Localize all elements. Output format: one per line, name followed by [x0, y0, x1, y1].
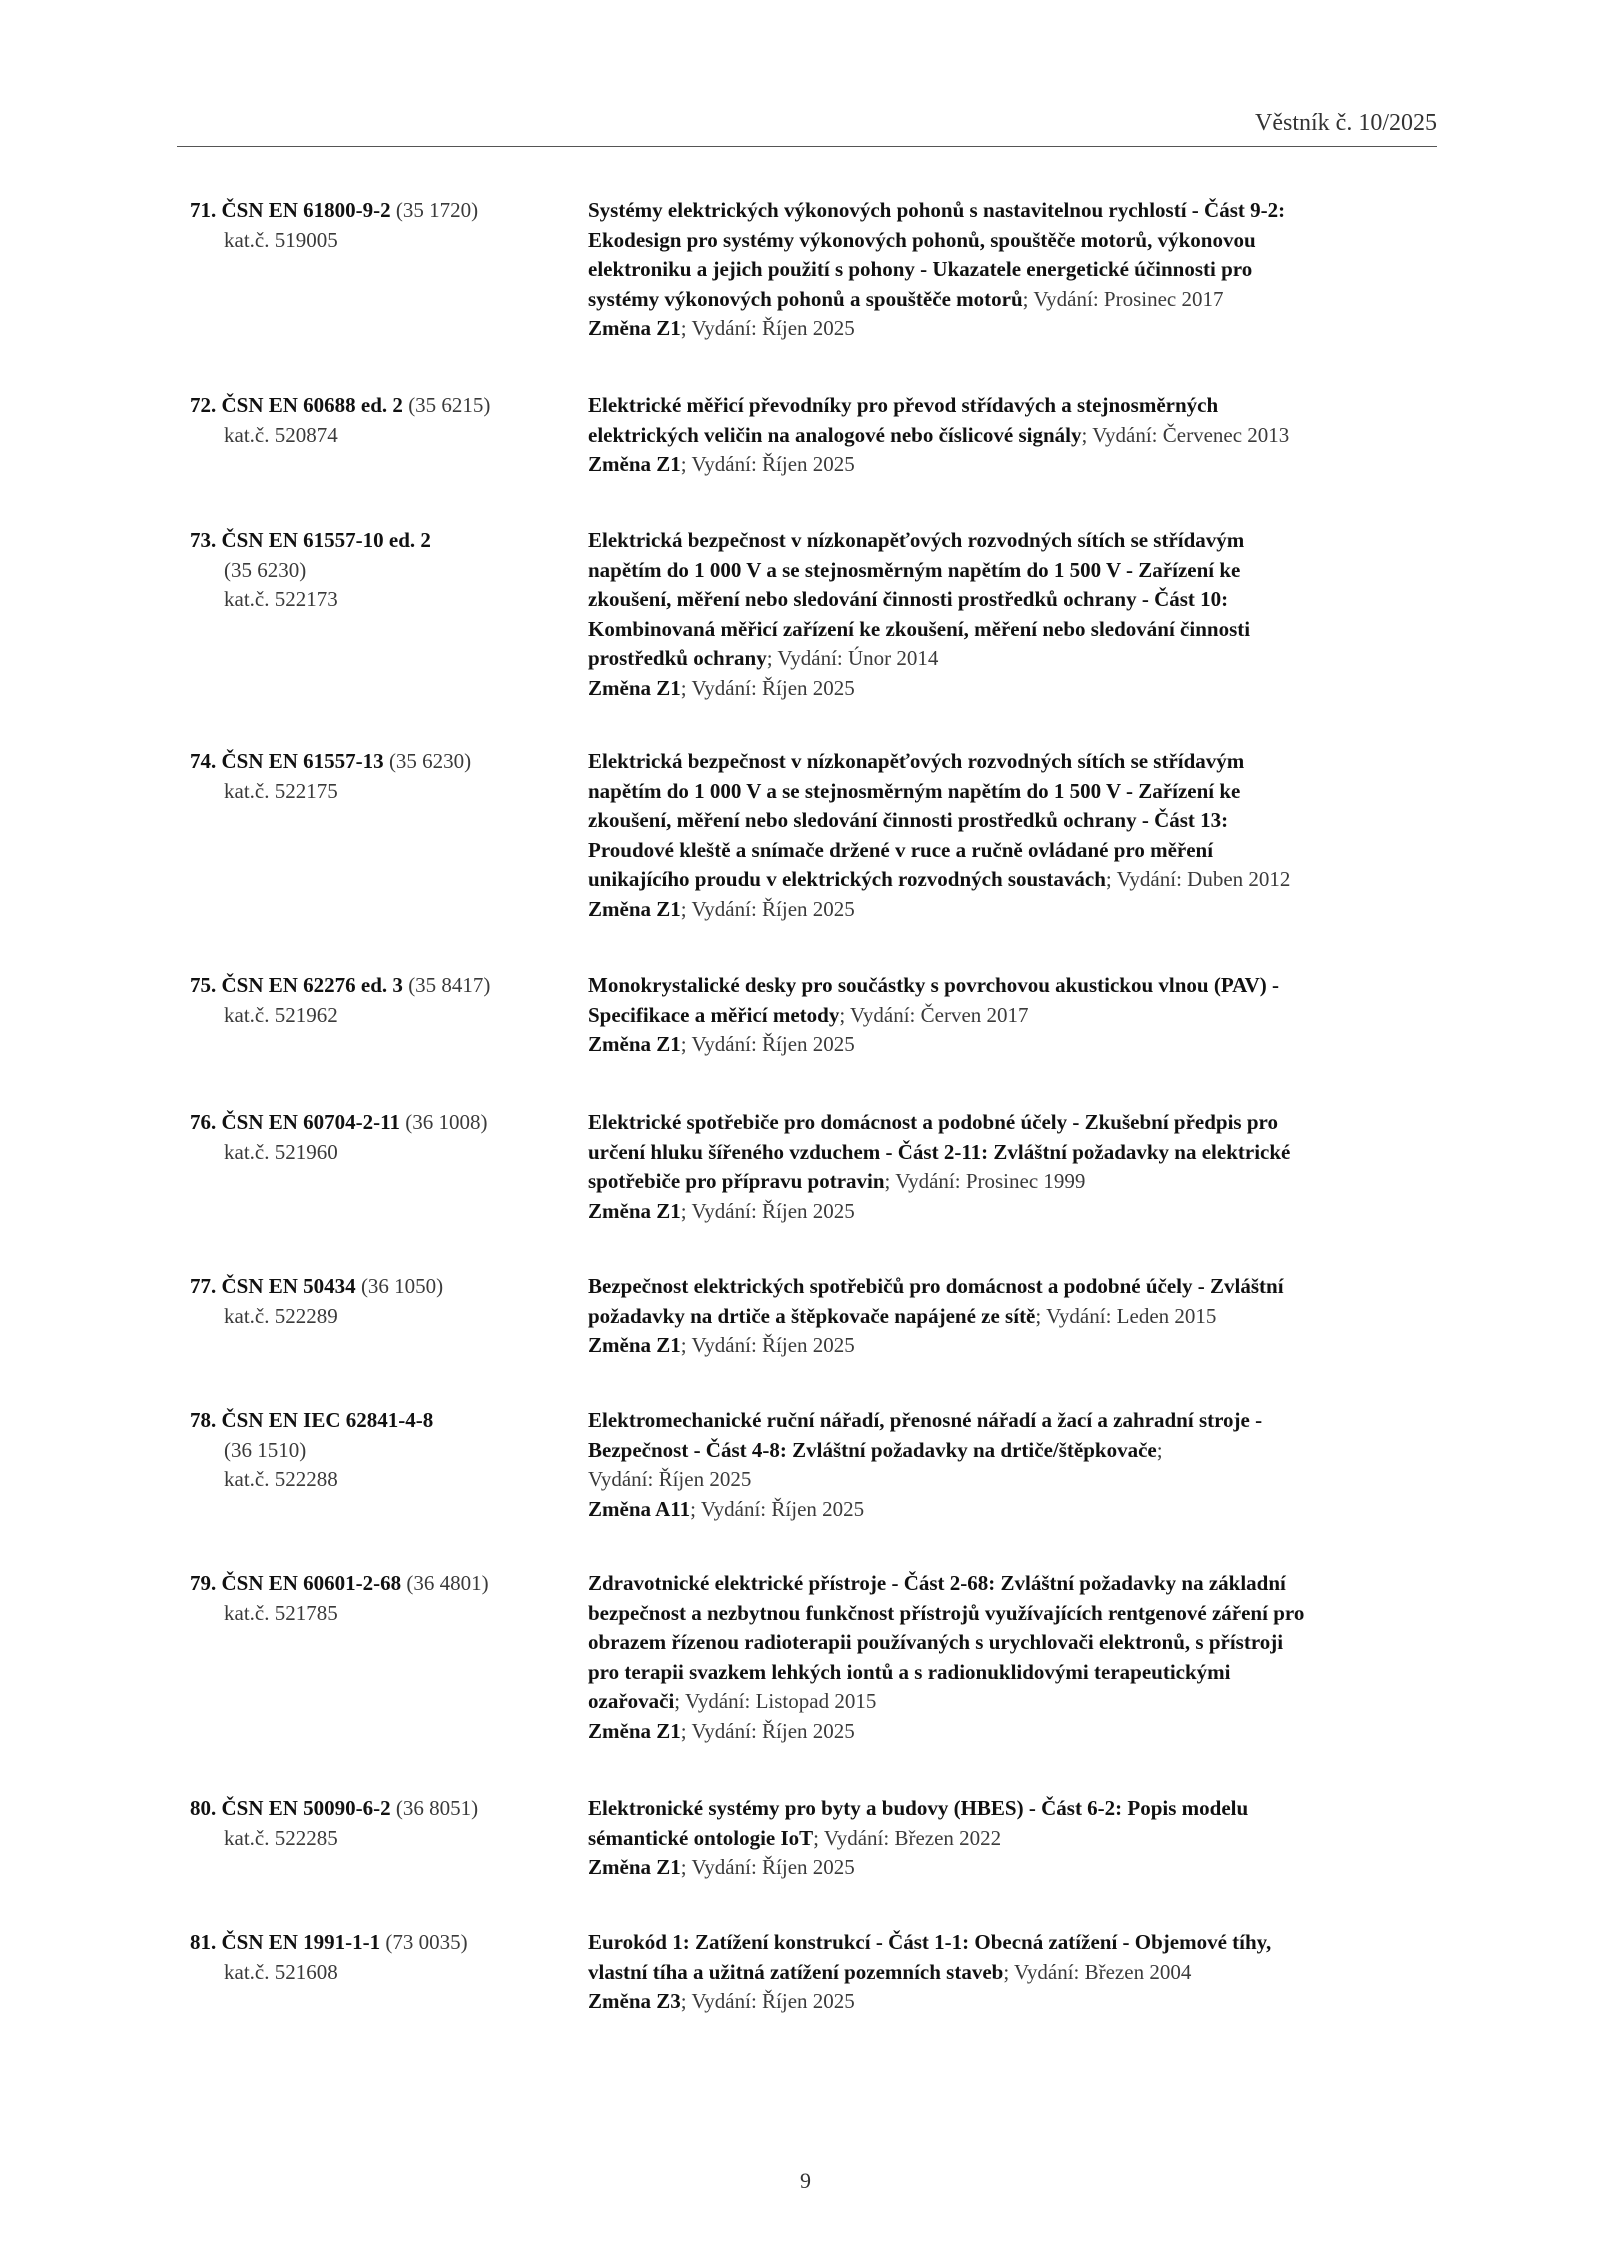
text-line [190, 1138, 580, 1168]
text-line [588, 1197, 1448, 1227]
regular-text: kat.č. 519005 [224, 227, 338, 252]
regular-text: (36 1050) [355, 1274, 444, 1298]
text-line [588, 644, 1448, 674]
standard-identifier [190, 1794, 580, 1853]
standard-identifier [190, 526, 580, 615]
text-line [588, 1331, 1448, 1361]
bold-text: sémantické ontologie IoT [588, 1825, 814, 1850]
text-line [190, 556, 580, 586]
regular-text: (35 1720) [390, 198, 479, 222]
bold-text: 72. ČSN EN 60688 ed. 2 [190, 393, 403, 417]
regular-text: ; Vydání: Červen 2017 [839, 1002, 1029, 1027]
text-line [190, 196, 580, 226]
bold-text: Elektronické systémy pro byty a budovy (HBES) - Část 6-2: Popis modelu [588, 1796, 1249, 1820]
regular-text: ; Vydání: Březen 2004 [1003, 1959, 1192, 1984]
text-line [588, 1108, 1448, 1138]
standard-identifier [190, 971, 580, 1030]
bold-text: Bezpečnost elektrických spotřebičů pro domácnost a podobné účely - Zvláštní [588, 1274, 1284, 1298]
text-line [588, 391, 1448, 421]
text-line [588, 1824, 1448, 1854]
text-line [190, 585, 580, 615]
text-line [190, 1302, 580, 1332]
bold-text: určení hluku šířeného vzduchem - Část 2-11: Zvláštní požadavky na elektrické [588, 1139, 1291, 1164]
text-line [588, 747, 1448, 777]
standard-description [588, 1928, 1448, 2017]
text-line [190, 747, 580, 777]
bold-text: Změna Z1 [588, 452, 681, 477]
bold-text: systémy výkonových pohonů a spouštěče motorů [588, 286, 1023, 311]
regular-text: (36 4801) [401, 1571, 489, 1595]
bold-text: prostředků ochrany [588, 646, 767, 671]
text-line [190, 1599, 580, 1629]
bold-text: 80. ČSN EN 50090-6-2 [190, 1796, 391, 1820]
text-line [588, 1687, 1448, 1717]
text-line [588, 285, 1448, 315]
text-line [588, 1302, 1448, 1332]
regular-text: kat.č. 522285 [224, 1825, 338, 1850]
regular-text: ; Vydání: Listopad 2015 [674, 1689, 877, 1714]
text-line [588, 1138, 1448, 1168]
text-line [588, 585, 1448, 615]
text-line [588, 1436, 1448, 1466]
standard-description [588, 391, 1448, 480]
bold-text: Elektrická bezpečnost v nízkonapěťových rozvodných sítích se střídavým [588, 749, 1245, 773]
standard-description [588, 1272, 1448, 1361]
regular-text: kat.č. 522289 [224, 1303, 338, 1328]
text-line [190, 526, 580, 556]
bold-text: pro terapii svazkem lehkých iontů a s radionuklidovými terapeutickými [588, 1659, 1231, 1684]
bold-text: Eurokód 1: Zatížení konstrukcí - Část 1-1: Obecná zatížení - Objemové tíhy, [588, 1930, 1272, 1954]
bold-text: 79. ČSN EN 60601-2-68 [190, 1571, 402, 1595]
standard-identifier [190, 391, 580, 450]
text-line [588, 1569, 1448, 1599]
bold-text: 81. ČSN EN 1991-1-1 [190, 1930, 381, 1954]
standard-description [588, 1569, 1448, 1747]
text-line [190, 1824, 580, 1854]
regular-text: ; Vydání: Březen 2022 [813, 1825, 1002, 1850]
regular-text: ; Vydání: Říjen 2025 [680, 1855, 855, 1880]
standard-description [588, 1406, 1448, 1524]
regular-text: ; Vydání: Říjen 2025 [680, 1989, 855, 2014]
regular-text: ; Vydání: Říjen 2025 [680, 1333, 855, 1358]
standard-description [588, 196, 1448, 344]
regular-text: (36 1008) [400, 1110, 488, 1134]
regular-text: kat.č. 522173 [224, 587, 338, 612]
text-line [588, 836, 1448, 866]
regular-text: kat.č. 520874 [224, 422, 338, 447]
bold-text: Bezpečnost - Část 4-8: Zvláštní požadavky na drtiče/štěpkovače [588, 1437, 1157, 1462]
bold-text: bezpečnost a nezbytnou funkčnost přístrojů využívajících rentgenové záření pro [588, 1600, 1305, 1625]
regular-text: (35 6230) [224, 557, 307, 582]
bold-text: 78. ČSN EN IEC 62841-4-8 [190, 1408, 434, 1432]
regular-text: kat.č. 521962 [224, 1002, 338, 1027]
standard-identifier [190, 747, 580, 806]
bold-text: Změna Z1 [588, 896, 681, 921]
text-line [588, 1928, 1448, 1958]
text-line [588, 450, 1448, 480]
regular-text: ; Vydání: Prosinec 2017 [1022, 286, 1224, 311]
regular-text: ; Vydání: Říjen 2025 [680, 1718, 855, 1743]
text-line [190, 391, 580, 421]
text-line [190, 421, 580, 451]
bold-text: Změna Z1 [588, 1855, 681, 1880]
standard-identifier [190, 1108, 580, 1167]
text-line [190, 1569, 580, 1599]
bold-text: napětím do 1 000 V a se stejnosměrným napětím do 1 500 V - Zařízení ke [588, 778, 1241, 803]
text-line [588, 1853, 1448, 1883]
text-line [588, 674, 1448, 704]
bold-text: zkoušení, měření nebo sledování činnosti prostředků ochrany - Část 13: [588, 808, 1229, 833]
regular-text: ; Vydání: Říjen 2025 [680, 1198, 855, 1223]
text-line [588, 1495, 1448, 1525]
text-line [190, 1794, 580, 1824]
page-number: 9 [800, 2168, 811, 2193]
bold-text: unikajícího proudu v elektrických rozvodných soustavách [588, 867, 1106, 892]
bold-text: Ekodesign pro systémy výkonových pohonů, spouštěče motorů, výkonovou [588, 227, 1256, 252]
text-line [588, 777, 1448, 807]
bold-text: 75. ČSN EN 62276 ed. 3 [190, 973, 403, 997]
text-line [588, 1717, 1448, 1747]
bulletin-title: Věstník č. 10/2025 [1255, 110, 1437, 136]
text-line [588, 255, 1448, 285]
text-line [588, 1167, 1448, 1197]
text-line [588, 226, 1448, 256]
bold-text: Systémy elektrických výkonových pohonů s nastavitelnou rychlostí - Část 9-2: [588, 198, 1286, 222]
text-line [588, 865, 1448, 895]
bold-text: 71. ČSN EN 61800-9-2 [190, 198, 391, 222]
text-line [588, 895, 1448, 925]
text-line [190, 1406, 580, 1436]
bold-text: 74. ČSN EN 61557-13 [190, 749, 384, 773]
standard-identifier [190, 196, 580, 255]
text-line [588, 1001, 1448, 1031]
bold-text: požadavky na drtiče a štěpkovače napájené ze sítě [588, 1303, 1036, 1328]
standard-identifier [190, 1569, 580, 1628]
bold-text: ozařovači [588, 1689, 675, 1714]
bold-text: Elektrická bezpečnost v nízkonapěťových rozvodných sítích se střídavým [588, 528, 1245, 552]
text-line [190, 1465, 580, 1495]
text-line [588, 806, 1448, 836]
regular-text: (35 6215) [402, 393, 491, 417]
bold-text: napětím do 1 000 V a se stejnosměrným napětím do 1 500 V - Zařízení ke [588, 557, 1241, 582]
bold-text: elektroniku a jejich použití s pohony - Ukazatele energetické účinnosti pro [588, 257, 1253, 282]
bold-text: 73. ČSN EN 61557-10 ed. 2 [190, 528, 431, 552]
text-line [190, 777, 580, 807]
bold-text: obrazem řízenou radioterapii používaných s urychlovači elektronů, s přístroji [588, 1630, 1284, 1655]
bold-text: Proudové kleště a snímače držené v ruce a ručně ovládané pro měření [588, 837, 1214, 862]
regular-text: ; Vydání: Prosinec 1999 [884, 1169, 1086, 1194]
bold-text: vlastní tíha a užitná zatížení pozemních staveb [588, 1959, 1004, 1984]
text-line [588, 1030, 1448, 1060]
text-line [588, 1794, 1448, 1824]
text-line [588, 526, 1448, 556]
regular-text: ; [1156, 1437, 1163, 1462]
text-line [190, 1108, 580, 1138]
text-line [588, 1599, 1448, 1629]
bold-text: Změna Z1 [588, 675, 681, 700]
bold-text: Změna Z1 [588, 1718, 681, 1743]
text-line [588, 1406, 1448, 1436]
regular-text: Vydání: Říjen 2025 [588, 1467, 752, 1492]
text-line [190, 1272, 580, 1302]
regular-text: kat.č. 521785 [224, 1600, 338, 1625]
bold-text: Změna Z1 [588, 1198, 681, 1223]
regular-text: ; Vydání: Říjen 2025 [680, 316, 855, 341]
bold-text: Monokrystalické desky pro součástky s povrchovou akustickou vlnou (PAV) - [588, 973, 1279, 997]
regular-text: ; Vydání: Leden 2015 [1035, 1303, 1217, 1328]
bold-text: Elektromechanické ruční nářadí, přenosné nářadí a žací a zahradní stroje - [588, 1408, 1263, 1432]
regular-text: ; Vydání: Duben 2012 [1105, 867, 1291, 892]
regular-text: ; Vydání: Říjen 2025 [680, 675, 855, 700]
text-line [588, 615, 1448, 645]
bold-text: Kombinovaná měřicí zařízení ke zkoušení, měření nebo sledování činnosti [588, 616, 1251, 641]
bold-text: Změna Z1 [588, 1032, 681, 1057]
standard-identifier [190, 1406, 580, 1495]
regular-text: (35 8417) [402, 973, 491, 997]
bold-text: Změna A11 [588, 1496, 691, 1521]
text-line [588, 1272, 1448, 1302]
regular-text: kat.č. 521960 [224, 1139, 338, 1164]
standard-description [588, 1108, 1448, 1226]
text-line [190, 1928, 580, 1958]
bold-text: elektrických veličin na analogové nebo číslicové signály [588, 422, 1082, 447]
regular-text: (73 0035) [380, 1930, 468, 1954]
text-line [588, 1987, 1448, 2017]
regular-text: (35 6230) [383, 749, 472, 773]
regular-text: ; Vydání: Červenec 2013 [1081, 422, 1290, 447]
text-line [190, 1001, 580, 1031]
bold-text: 76. ČSN EN 60704-2-11 [190, 1110, 401, 1134]
text-line [190, 1436, 580, 1466]
bold-text: Elektrické měřicí převodníky pro převod střídavých a stejnosměrných [588, 393, 1219, 417]
bold-text: 77. ČSN EN 50434 [190, 1274, 356, 1298]
text-line [190, 226, 580, 256]
regular-text: ; Vydání: Říjen 2025 [680, 1032, 855, 1057]
text-line [588, 971, 1448, 1001]
regular-text: ; Vydání: Říjen 2025 [680, 452, 855, 477]
standard-description [588, 747, 1448, 925]
regular-text: kat.č. 522288 [224, 1467, 338, 1492]
bold-text: Elektrické spotřebiče pro domácnost a podobné účely - Zkušební předpis pro [588, 1110, 1278, 1134]
text-line [588, 1958, 1448, 1988]
standard-identifier [190, 1928, 580, 1987]
text-line [588, 556, 1448, 586]
text-line [588, 196, 1448, 226]
text-line [588, 1465, 1448, 1495]
bold-text: Změna Z1 [588, 316, 681, 341]
bold-text: Změna Z3 [588, 1989, 681, 2014]
bold-text: Změna Z1 [588, 1333, 681, 1358]
regular-text: (36 1510) [224, 1437, 307, 1462]
text-line [588, 1658, 1448, 1688]
regular-text: kat.č. 521608 [224, 1959, 338, 1984]
bold-text: Zdravotnické elektrické přístroje - Část 2-68: Zvláštní požadavky na základní [588, 1571, 1286, 1595]
regular-text: ; Vydání: Říjen 2025 [690, 1496, 865, 1521]
header-rule [177, 146, 1437, 147]
bold-text: spotřebiče pro přípravu potravin [588, 1169, 885, 1194]
standard-description [588, 1794, 1448, 1883]
standard-description [588, 526, 1448, 704]
regular-text: kat.č. 522175 [224, 778, 338, 803]
text-line [588, 314, 1448, 344]
regular-text: ; Vydání: Únor 2014 [766, 646, 939, 671]
regular-text: ; Vydání: Říjen 2025 [680, 896, 855, 921]
regular-text: (36 8051) [390, 1796, 479, 1820]
text-line [588, 1628, 1448, 1658]
bold-text: Specifikace a měřicí metody [588, 1002, 840, 1027]
standard-description [588, 971, 1448, 1060]
text-line [588, 421, 1448, 451]
text-line [190, 1958, 580, 1988]
bold-text: zkoušení, měření nebo sledování činnosti prostředků ochrany - Část 10: [588, 587, 1229, 612]
standard-identifier [190, 1272, 580, 1331]
text-line [190, 971, 580, 1001]
